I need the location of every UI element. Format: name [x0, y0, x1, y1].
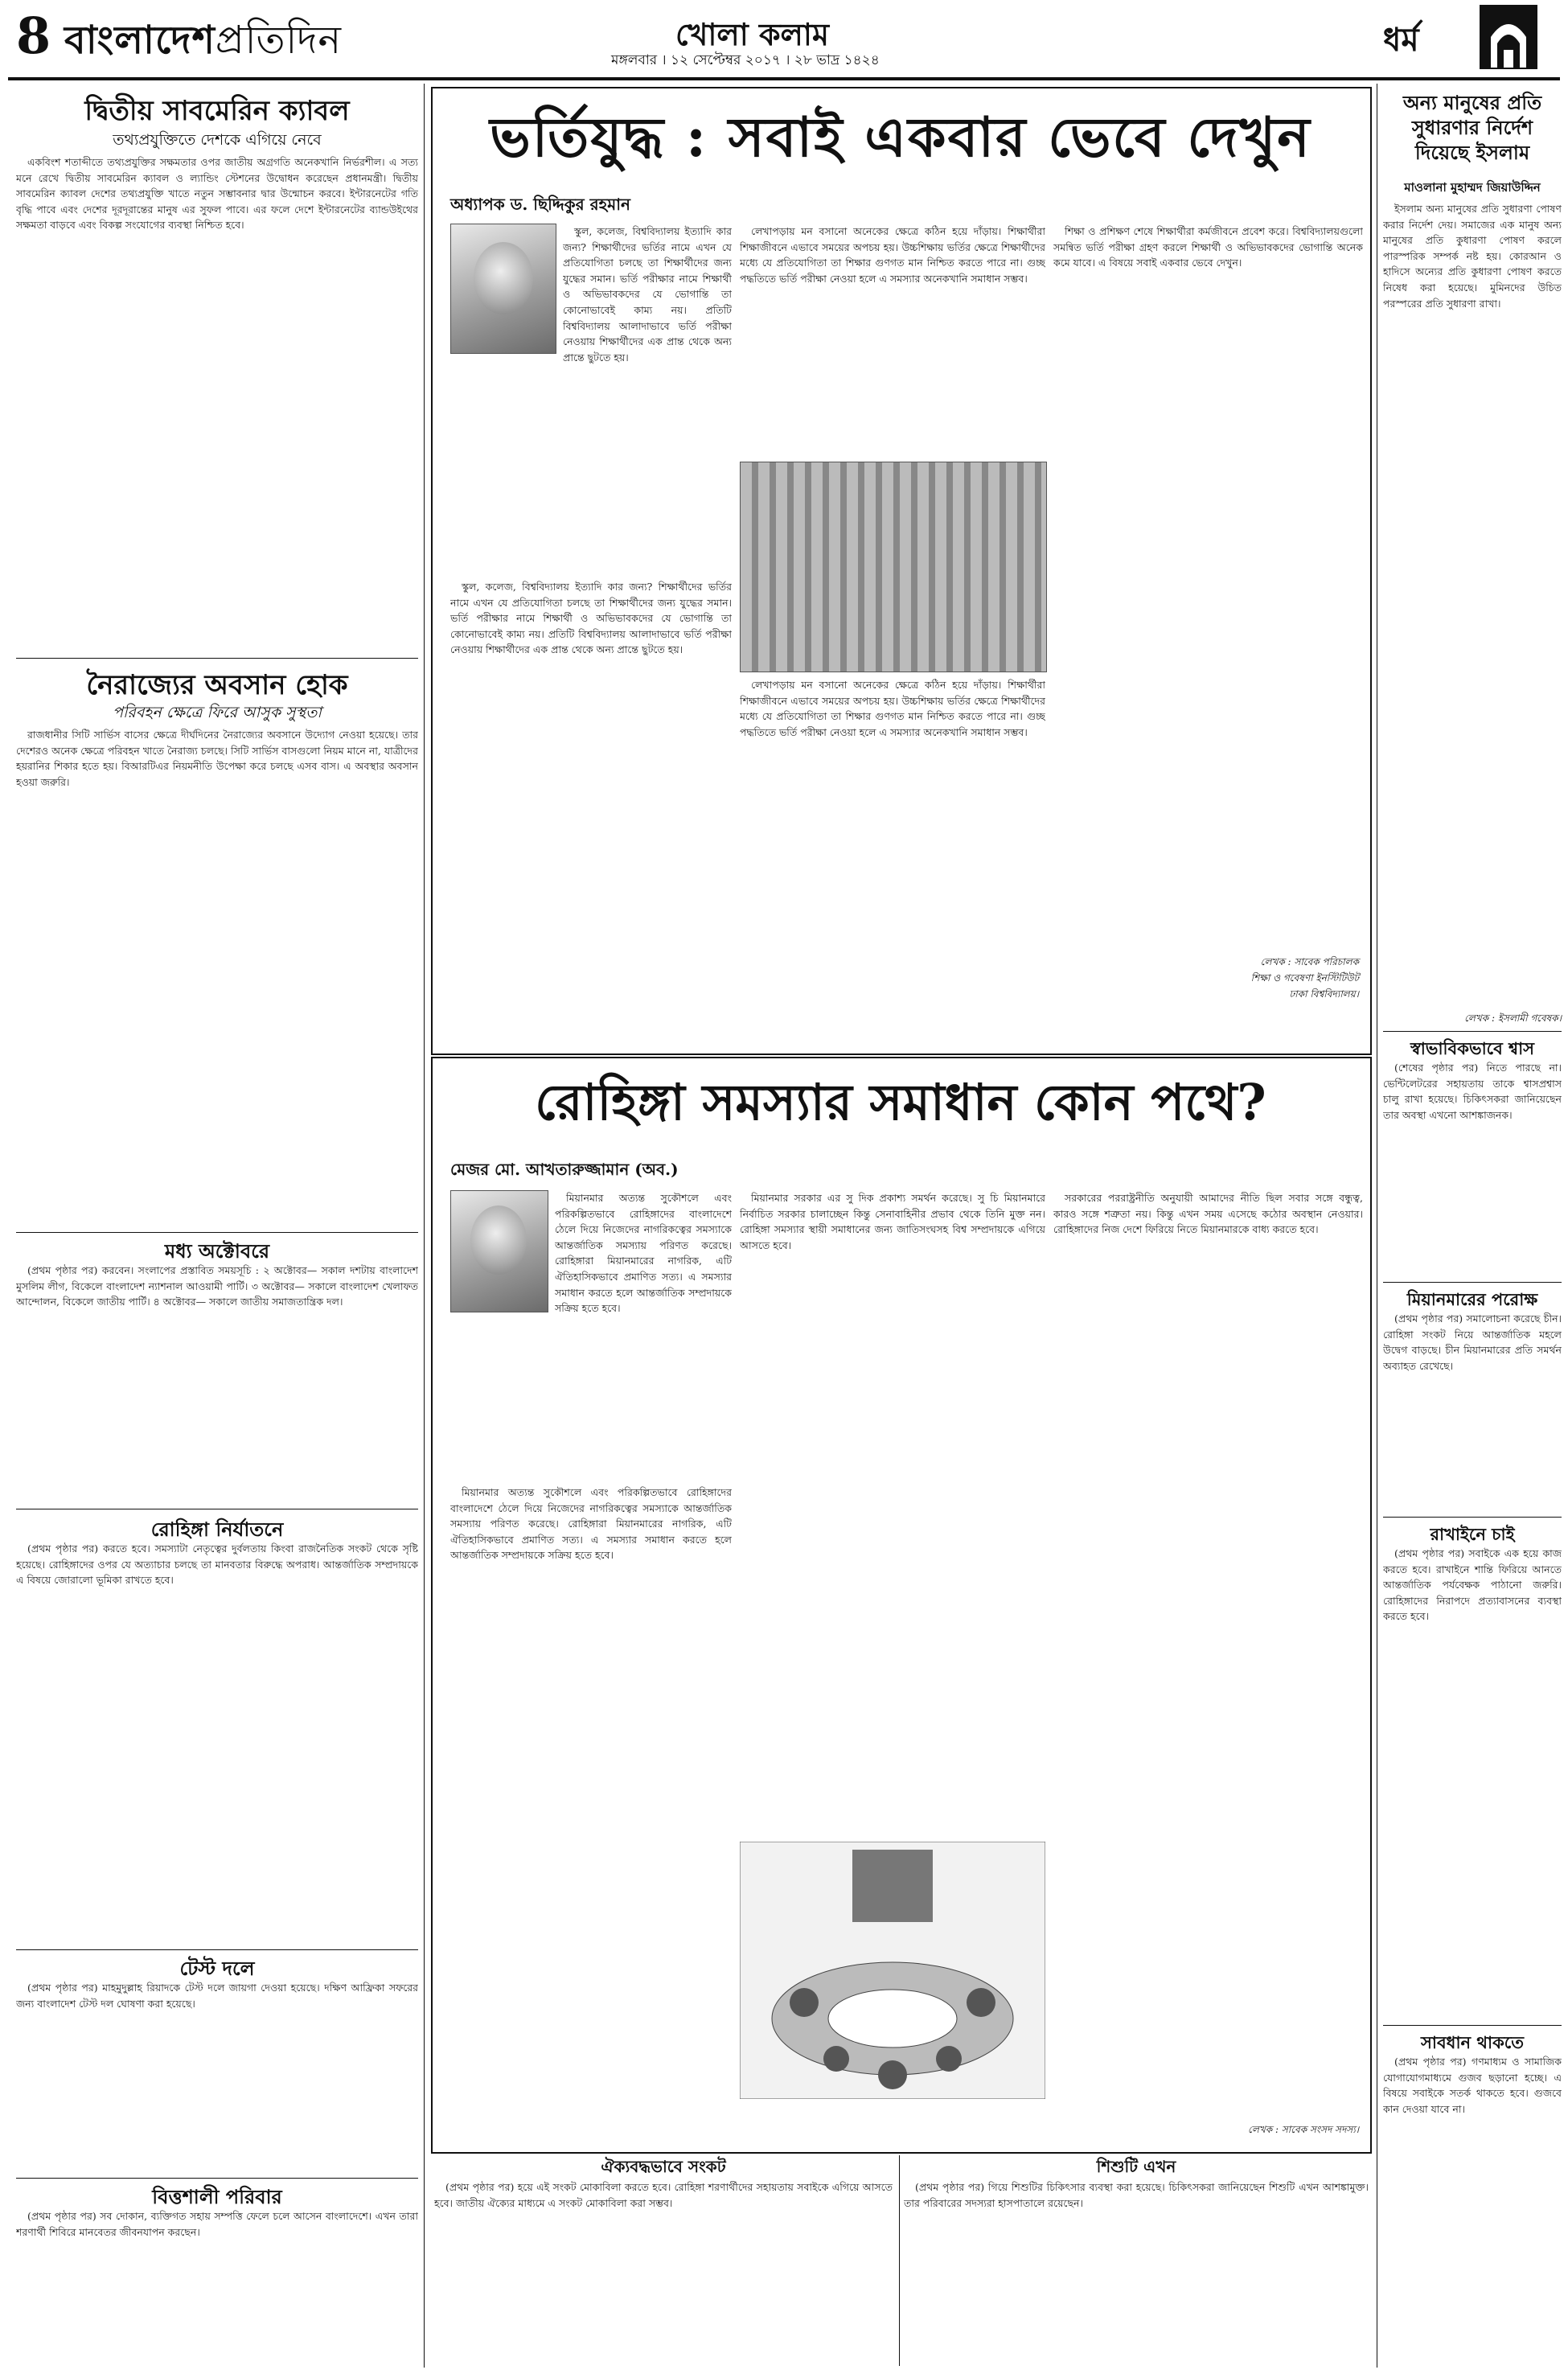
- left-art2-body: রাজধানীর সিটি সার্ভিস বাসের ক্ষেত্রে দীর্ঘদিনের নৈরাজ্যের অবসানে উদ্যোগ নেওয়া হয়েছে। তার দেশেরও অনেক ক্ষেত্রে পরিবহন খাতে নৈরাজ্য চলছে। সিটি সার্ভিস বাসগুলো নিয়ম মানে না, যাত্রীদের হয়রানির শিকার হতে হয়। বিআরটিএর নিয়মনীতি উপেক্ষা করে চলছে এসব বাস। এ অবস্থার অবসান হওয়া জরুরি।: [16, 729, 418, 788]
- divider: [1383, 1282, 1562, 1283]
- divider: [16, 2178, 418, 2179]
- divider: [16, 1232, 418, 1233]
- right-art1-title: অন্য মানুষের প্রতি সুধারণার নির্দেশ দিয়েছে ইসলাম: [1402, 91, 1542, 164]
- divider: [1383, 2025, 1562, 2026]
- right-art5-body: (প্রথম পৃষ্ঠার পর) গণমাধ্যম ও সামাজিক যোগাযোগমাধ্যমে গুজব ছড়ানো হচ্ছে। এ বিষয়ে সবাইকে সতর্ক থাকতে হবে। গুজবে কান দেওয়া যাবে না।: [1383, 2056, 1562, 2115]
- right-art4-body: (প্রথম পৃষ্ঠার পর) সবাইকে এক হয়ে কাজ করতে হবে। রাখাইনে শান্তি ফিরিয়ে আনতে আন্তর্জাতিক পর্যবেক্ষক পাঠানো জরুরি। রোহিঙ্গাদের নিরাপদে প্রত্যাবাসনের ব্যবস্থা করতে হবে।: [1383, 1547, 1562, 1623]
- center-mid-body-a-cont: মিয়ানমার অত্যন্ত সুকৌশলে এবং পরিকল্পিতভাবে রোহিঙ্গাদের বাংলাদেশে ঠেলে দিয়ে নিজেদের নাগরিকত্বের সমস্যাকে আন্তর্জাতিক সমস্যায় পরিণত করেছে। রোহিঙ্গারা মিয়ানমারের নাগরিক, এটি ঐতিহাসিকভাবে প্রমাণিত সত্য। এ সমস্যার সমাধান করতে হলে আন্তর্জাতিক সম্প্রদায়কে সক্রিয় হতে হবে।: [450, 1486, 732, 1562]
- brand-part-a: বাংলাদেশ: [64, 18, 215, 63]
- left-art5-title: টেস্ট দলে: [179, 1957, 255, 1980]
- masthead-rule: [8, 77, 1560, 80]
- left-art1-sub: তথ্যপ্রযুক্তিতে দেশকে এগিয়ে নেবে: [113, 131, 322, 149]
- author-photo: [450, 224, 556, 354]
- center-mid-body-c: সরকারের পররাষ্ট্রনীতি অনুযায়ী আমাদের নীতি ছিল সবার সঙ্গে বন্ধুত্ব, কারও সঙ্গে শত্রুতা নয়। কিন্তু এখন সময় এসেছে কঠোর অবস্থান নেওয়ার। রোহিঙ্গাদের নিজ দেশে ফিরিয়ে নিতে মিয়ানমারকে বাধ্য করতে হবে।: [1053, 1192, 1363, 1236]
- issue-date: মঙ্গলবার । ১২ সেপ্টেম্বর ২০১৭ । ২৮ ভাদ্র ১৪২৪: [611, 52, 880, 68]
- left-art2-title: নৈরাজ্যের অবসান হোক: [86, 669, 348, 701]
- left-art4-body: (প্রথম পৃষ্ঠার পর) করতে হবে। সমস্যাটা নেতৃত্বের দুর্বলতায় কিংবা রাজনৈতিক সংকট থেকে সৃষ্টি হয়েছে। রোহিঙ্গাদের ওপর যে অত্যাচার চলছে তা মানবতার বিরুদ্ধে অপরাধ। আন্তর্জাতিক সম্প্রদায়কে এ বিষয়ে জোরালো ভূমিকা রাখতে হবে।: [16, 1542, 418, 1587]
- center-top-body-c: শিক্ষা ও প্রশিক্ষণ শেষে শিক্ষার্থীরা কর্মজীবনে প্রবেশ করে। বিশ্ববিদ্যালয়গুলো সমন্বিত ভর্তি পরীক্ষা গ্রহণ করলে শিক্ষার্থী ও অভিভাবকদের ভোগান্তি অনেক কমে যাবে। এ বিষয়ে সবাই একবার ভেবে দেখুন।: [1053, 225, 1363, 269]
- center-bottom-b-title: শিশুটি এখন: [1096, 2157, 1176, 2176]
- left-art3-body: (প্রথম পৃষ্ঠার পর) করবেন। সংলাপের প্রস্তাবিত সময়সূচি : ২ অক্টোবর— সকাল দশটায় বাংলাদেশ মুসলিম লীগ, বিকেলে বাংলাদেশ ন্যাশনাল আওয়ামী পার্টি। ৩ অক্টোবর— সকালে বাংলাদেশ খেলাফত আন্দোলন, বিকেলে জাতীয় পার্টি। ৪ অক্টোবর— সকালে জাতীয় সমাজতান্ত্রিক দল।: [16, 1264, 418, 1308]
- section-title: খোলা কলাম: [675, 16, 829, 52]
- left-art6-title: বিত্তশালী পরিবার: [152, 2185, 282, 2208]
- exam-hall-photo: [740, 462, 1047, 672]
- center-bottom-a-title: ঐক্যবদ্ধভাবে সংকট: [601, 2157, 726, 2176]
- page-number: 8: [16, 6, 51, 65]
- center-top-body-b: লেখাপড়ায় মন বসানো অনেকের ক্ষেত্রে কঠিন হয়ে দাঁড়ায়। শিক্ষার্থীরা শিক্ষাজীবনে এভাবে সময়ের অপচয় হয়। উচ্চশিক্ষায় ভর্তির ক্ষেত্রে শিক্ষার্থীদের মধ্যে যে প্রতিযোগিতা তা শিক্ষার গুণগত মান নিশ্চিত করতে পারে না। গুচ্ছ পদ্ধতিতে ভর্তি পরীক্ষা নেওয়া হলে এ সমস্যার অনেকখানি সমাধান সম্ভব।: [740, 225, 1045, 285]
- left-art1-title: দ্বিতীয় সাবমেরিন ক্যাবল: [84, 95, 350, 127]
- left-art5-body: (প্রথম পৃষ্ঠার পর) মাহমুদুল্লাহ রিয়াদকে টেস্ট দলে জায়গা দেওয়া হয়েছে। দক্ষিণ আফ্রিকা সফরের জন্য বাংলাদেশ টেস্ট দল ঘোষণা করা হয়েছে।: [16, 1982, 418, 2010]
- left-art3-title: মধ্য অক্টোবরে: [164, 1239, 270, 1263]
- newspaper-brand: [64, 11, 342, 75]
- left-art2-sub: পরিবহন ক্ষেত্রে ফিরে আসুক সুস্থতা: [113, 704, 322, 721]
- left-art6-body: (প্রথম পৃষ্ঠার পর) সব দোকান, ব্যক্তিগত সহায় সম্পত্তি ফেলে চলে আসেন বাংলাদেশে। এখন তারা শরণার্থী শিবিরে মানবেতর জীবনযাপন করছেন।: [16, 2210, 418, 2238]
- right-art1-body: ইসলাম অন্য মানুষের প্রতি সুধারণা পোষণ করার নির্দেশ দেয়। সমাজের এক মানুষ অন্য মানুষের প্রতি কুধারণা পোষণ করলে পারস্পরিক সম্পর্ক নষ্ট হয়। কোরআন ও হাদিসে অন্যের প্রতি কুধারণা পোষণ করতে নিষেধ করা হয়েছে। মুমিনদের উচিত পরস্পরের প্রতি সুধারণা রাখা।: [1383, 203, 1562, 310]
- center-top-byline: অধ্যাপক ড. ছিদ্দিকুর রহমান: [450, 195, 630, 214]
- center-mid-title: রোহিঙ্গা সমস্যার সমাধান কোন পথে?: [535, 1073, 1266, 1132]
- right-art4-title: রাখাইনে চাই: [1430, 1524, 1515, 1544]
- right-art2-title: স্বাভাবিকভাবে শ্বাস: [1410, 1038, 1535, 1058]
- left-art4-title: রোহিঙ্গা নির্যাতনে: [150, 1518, 284, 1541]
- divider: [1383, 1031, 1562, 1032]
- right-art5-title: সাবধান থাকতে: [1421, 2032, 1524, 2052]
- left-art1-body: একবিংশ শতাব্দীতে তথ্যপ্রযুক্তির সক্ষমতার ওপর জাতীয় অগ্রগতি অনেকখানি নির্ভরশীল। এ সত্য মনে রেখে দ্বিতীয় সাবমেরিন ক্যাবল ও ল্যান্ডিং স্টেশনের উদ্বোধন করেছেন প্রধানমন্ত্রী। দ্বিতীয় সাবমেরিন ক্যাবল দেশের তথ্যপ্রযুক্তি খাতে নতুন সম্ভাবনার দ্বার উন্মোচন করবে। ইন্টারনেটের গতি বৃদ্ধি পাবে এবং দেশের দূরদূরান্তের মানুষ এর সুফল পাবে। এর ফলে দেশে ইন্টারনেটের ব্যান্ডউইথের সক্ষমতা বাড়বে এবং বিকল্প সংযোগের ব্যবস্থা নিশ্চিত হবে।: [16, 156, 418, 232]
- mosque-icon: [1480, 5, 1537, 69]
- right-art3-body: (প্রথম পৃষ্ঠার পর) সমালোচনা করেছে চীন। রোহিঙ্গা সংকট নিয়ে আন্তর্জাতিক মহলে উদ্বেগ বাড়ছে। চীন মিয়ানমারের প্রতি সমর্থন অব্যাহত রেখেছে।: [1383, 1312, 1562, 1372]
- author-photo: [450, 1190, 548, 1312]
- center-top-body-b-cont: লেখাপড়ায় মন বসানো অনেকের ক্ষেত্রে কঠিন হয়ে দাঁড়ায়। শিক্ষার্থীরা শিক্ষাজীবনে এভাবে সময়ের অপচয় হয়। উচ্চশিক্ষায় ভর্তির ক্ষেত্রে শিক্ষার্থীদের মধ্যে যে প্রতিযোগিতা তা শিক্ষার গুণগত মান নিশ্চিত করতে পারে না। গুচ্ছ পদ্ধতিতে ভর্তি পরীক্ষা নেওয়া হলে এ সমস্যার অনেকখানি সমাধান সম্ভব।: [740, 679, 1045, 738]
- right-art1-author: লেখক : ইসলামী গবেষক।: [1464, 1012, 1562, 1024]
- right-art3-title: মিয়ানমারের পরোক্ষ: [1406, 1289, 1538, 1309]
- category-title: ধর্ম: [1383, 21, 1419, 59]
- divider: [16, 1949, 418, 1950]
- divider: [1383, 1517, 1562, 1518]
- center-mid-body-a: মিয়ানমার অত্যন্ত সুকৌশলে এবং পরিকল্পিতভাবে রোহিঙ্গাদের বাংলাদেশে ঠেলে দিয়ে নিজেদের নাগরিকত্বের সমস্যাকে আন্তর্জাতিক সমস্যায় পরিণত করেছে। রোহিঙ্গারা মিয়ানমারের নাগরিক, এটি ঐতিহাসিকভাবে প্রমাণিত সত্য। এ সমস্যার সমাধান করতে হলে আন্তর্জাতিক সম্প্রদায়কে সক্রিয় হতে হবে।: [555, 1192, 732, 1315]
- center-mid-byline: মেজর মো. আখতারুজ্জামান (অব.): [450, 1160, 679, 1179]
- column-divider-left: [424, 84, 425, 2368]
- center-top-body-a: স্কুল, কলেজ, বিশ্ববিদ্যালয় ইত্যাদি কার জন্য? শিক্ষার্থীদের ভর্তির নামে এখন যে প্রতিযোগিতা চলছে তা শিক্ষার্থীদের জন্য যুদ্ধের সমান। ভর্তি পরীক্ষার নামে শিক্ষার্থী ও অভিভাবকদের যে ভোগান্তি তা কোনোভাবেই কাম্য নয়। প্রতিটি বিশ্ববিদ্যালয় আলাদাভাবে ভর্তি পরীক্ষা নেওয়ায় শিক্ষার্থীদের এক প্রান্ত থেকে অন্য প্রান্তে ছুটতে হয়।: [563, 225, 732, 363]
- center-top-author-note: লেখক : সাবেক পরিচালক শিক্ষা ও গবেষণা ইনস্টিটিউট ঢাকা বিশ্ববিদ্যালয়।: [1250, 956, 1359, 1000]
- rohingya-illustration: [740, 1842, 1045, 2099]
- brand-part-b: প্রতিদিন: [215, 18, 343, 63]
- center-mid-author-note: লেখক : সাবেক সংসদ সদস্য।: [1248, 2124, 1359, 2135]
- center-mid-body-b: মিয়ানমার সরকার এর সু দিক প্রকাশ্য সমর্থন করেছে। সু চি মিয়ানমারে নির্বাচিত সরকার চালাচ্ছেন কিন্তু সেনাবাহিনীর প্রভাব থেকে তিনি মুক্ত নন। রোহিঙ্গা সমস্যার স্থায়ী সমাধানের জন্য জাতিসংঘসহ বিশ্ব সম্প্রদায়কে এগিয়ে আসতে হবে।: [740, 1192, 1045, 1251]
- right-art2-body: (শেষের পৃষ্ঠার পর) নিতে পারছে না। ভেন্টিলেটরের সহায়তায় তাকে শ্বাসপ্রশ্বাস চালু রাখা হয়েছে। চিকিৎসকরা জানিয়েছেন তার অবস্থা এখনো আশঙ্কাজনক।: [1383, 1062, 1562, 1121]
- center-bottom-b-body: (প্রথম পৃষ্ঠার পর) গিয়ে শিশুটির চিকিৎসার ব্যবস্থা করা হয়েছে। চিকিৎসকরা জানিয়েছেন শিশুটি এখন আশঙ্কামুক্ত। তার পরিবারের সদস্যরা হাসপাতালে রয়েছেন।: [904, 2181, 1369, 2209]
- column-divider: [899, 2155, 900, 2366]
- right-art1-byline: মাওলানা মুহাম্মদ জিয়াউদ্দিন: [1404, 180, 1541, 195]
- divider: [16, 658, 418, 659]
- center-top-title: ভর্তিযুদ্ধ : সবাই একবার ভেবে দেখুন: [490, 105, 1311, 170]
- center-bottom-a-body: (প্রথম পৃষ্ঠার পর) হয়ে এই সংকট মোকাবিলা করতে হবে। রোহিঙ্গা শরণার্থীদের সহায়তায় সবাইকে এগিয়ে আসতে হবে। জাতীয় ঐক্যের মাধ্যমে এ সংকট মোকাবিলা করা সম্ভব।: [434, 2181, 893, 2209]
- center-top-body-a-cont: স্কুল, কলেজ, বিশ্ববিদ্যালয় ইত্যাদি কার জন্য? শিক্ষার্থীদের ভর্তির নামে এখন যে প্রতিযোগিতা চলছে তা শিক্ষার্থীদের জন্য যুদ্ধের সমান। ভর্তি পরীক্ষার নামে শিক্ষার্থী ও অভিভাবকদের যে ভোগান্তি তা কোনোভাবেই কাম্য নয়। প্রতিটি বিশ্ববিদ্যালয় আলাদাভাবে ভর্তি পরীক্ষা নেওয়ায় শিক্ষার্থীদের এক প্রান্ত থেকে অন্য প্রান্তে ছুটতে হয়।: [450, 581, 732, 656]
